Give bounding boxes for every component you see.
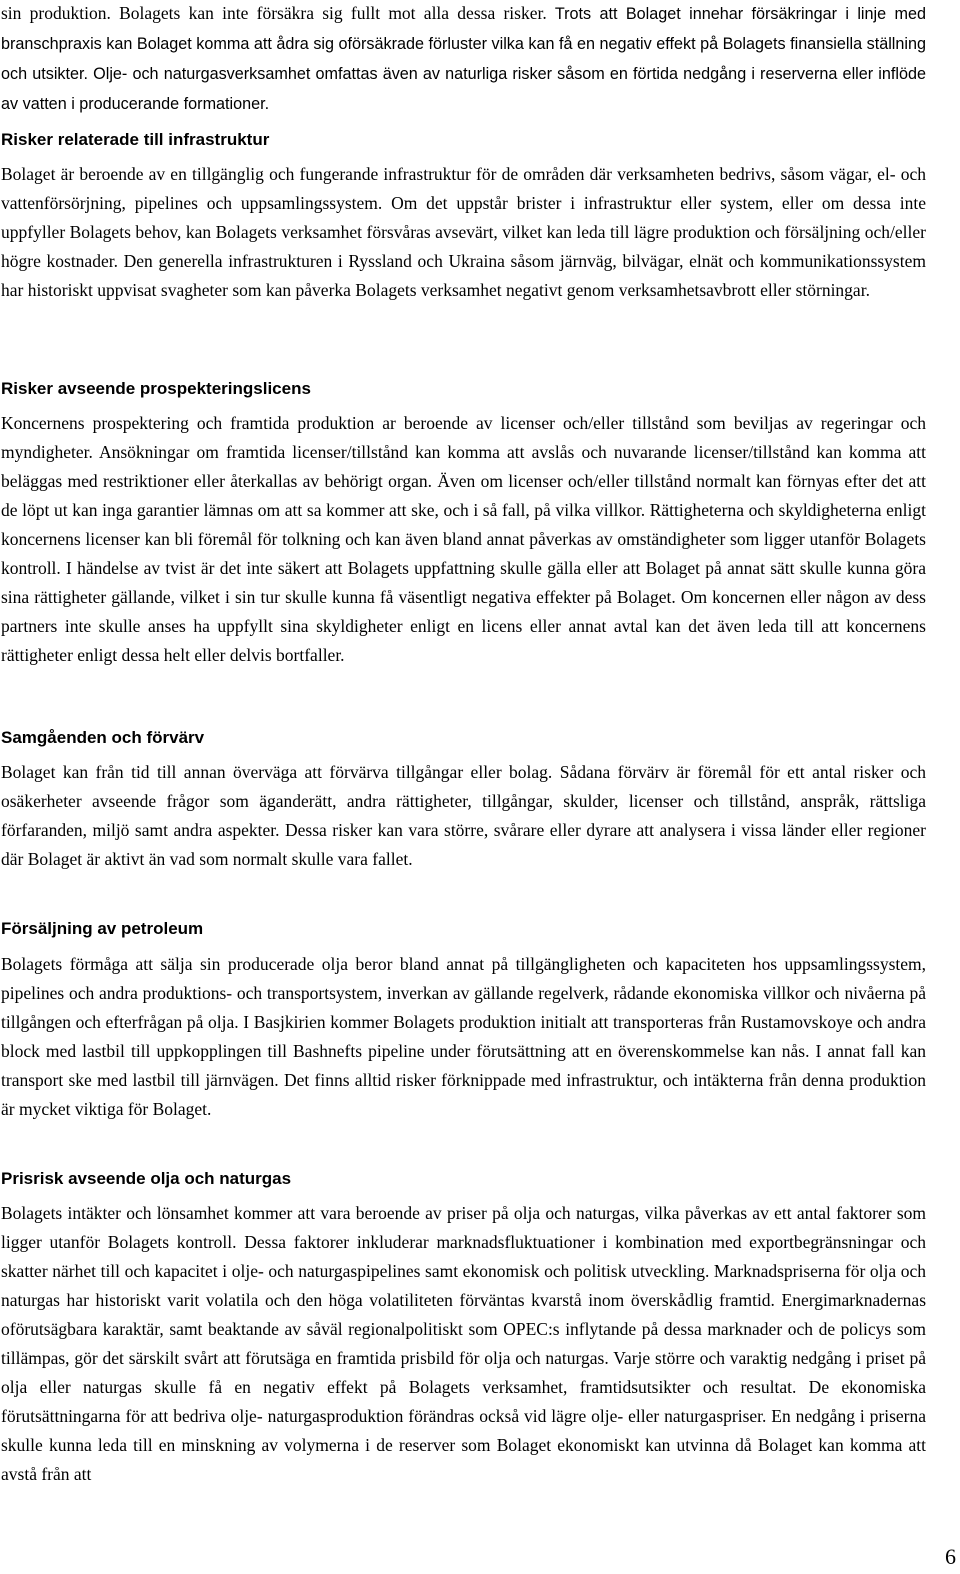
page-number: 6 xyxy=(945,1544,956,1569)
section-heading-samgaenden: Samgåenden och förvärv xyxy=(1,728,205,747)
section-heading-forsaljning: Försäljning av petroleum xyxy=(1,919,204,938)
intro-sans-text: Trots att Bolaget innehar försäkringar i linje med branschpraxis kan Bolaget komma att ådra sig oförsäkrade förluster vilka kan få en negativ effekt på Bolagets finansiella ställning och utsikter. Olje- och naturgasverksamhet omfattas även av naturliga risker såsom en förtida nedgång i reserverna eller inflöde av vatten i producerande formationer. xyxy=(1,5,926,113)
intro-paragraph xyxy=(1,0,926,119)
section-body-infrastruktur: Bolaget är beroende av en tillgänglig och fungerande infrastruktur för de områden där verksamheten bedrivs, såsom vägar, el- och vattenförsörjning, pipelines och uppsamlingssystem. Om det uppstår brister i infrastruktur eller system, eller om dessa inte uppfyller Bolagets behov, kan Bolagets verksamhet försvåras avsevärt, vilket kan leda till lägre produktion och försäljning och/eller högre kostnader. Den generella infrastrukturen i Ryssland och Ukraina såsom järnväg, bilvägar, elnät och kommunikationssystem har historiskt uppvisat svagheter som kan påverka Bolagets verksamhet negativt genom verksamhetsavbrott eller störningar. xyxy=(1,164,926,300)
section-body-samgaenden: Bolaget kan från tid till annan överväga att förvärva tillgångar eller bolag. Sådana förvärv är föremål för ett antal risker och osäkerheter avseende frågor som äganderätt, andra rättigheter, tillgångar, skulder, licenser och tillstånd, anspråk, rättsliga förfaranden, miljö samt andra aspekter. Dessa risker kan vara större, svårare eller dyrare att analysera i vissa länder eller regioner där Bolaget är aktivt än vad som normalt skulle vara fallet. xyxy=(1,762,926,869)
section-body-prospekteringslicens: Koncernens prospektering och framtida produktion ar beroende av licenser och/eller tillstånd som beviljas av regeringar och myndigheter. Ansökningar om framtida licenser/tillstånd kan komma att avslås och nuvarande licenser/tillstånd kan komma att beläggas med restriktioner eller återkallas av behörigt organ. Även om licenser och/eller tillstånd normalt kan förnyas efter det att de löpt ut kan inga garantier lämnas om att sa kommer att ske, och i så fall, på vilka villkor. Rättigheterna och skyldigheterna enligt koncernens licenser kan bli föremål för tolkning och kan även bland annat påverkas av omständigheter som ligger utanför Bolagets kontroll. I händelse av tvist är det inte säkert att Bolagets uppfattning skulle gälla eller att Bolaget på annat sätt skulle kunna göra sina rättigheter gällande, vilket i sin tur skulle kunna få väsentligt negativa effekter på Bolaget. Om koncernen eller någon av dess partners inte skulle anses ha uppfyllt sina skyldigheter enligt en licens eller annat avtal kan det även leda till att koncernens rättigheter enligt dessa helt eller delvis bortfaller. xyxy=(1,413,926,665)
section-heading-infrastruktur: Risker relaterade till infrastruktur xyxy=(1,130,270,149)
section-body-forsaljning: Bolagets förmåga att sälja sin producerade olja beror bland annat på tillgängligheten och kapaciteten hos uppsamlingssystem, pipelines och andra produktions- och transportsystem, inverkan av gällande regelverk, rådande ekonomiska villkor och nivåerna på tillgången och efterfrågan på olja. I Basjkirien kommer Bolagets produktion initialt att transporteras från Rustamovskoye och andra block med lastbil till uppkopplingen till Bashnefts pipeline under förutsättning att en överenskommelse kan nås. I annat fall kan transport ske med lastbil till järnvägen. Det finns alltid risker förknippade med infrastruktur, och intäkterna från denna produktion är mycket viktiga för Bolaget. xyxy=(1,954,926,1119)
intro-serif-text: sin produktion. Bolagets kan inte försäkra sig fullt mot alla dessa risker. xyxy=(1,3,547,23)
section-heading-prisrisk: Prisrisk avseende olja och naturgas xyxy=(1,1169,292,1188)
section-heading-prospekteringslicens: Risker avseende prospekteringslicens xyxy=(1,379,311,398)
section-body-prisrisk: Bolagets intäkter och lönsamhet kommer att vara beroende av priser på olja och naturgas, vilka påverkas av ett antal faktorer som ligger utanför Bolagets kontroll. Dessa faktorer inkluderar marknadsfluktuationer i kombination med exportbegränsningar och skatter närhet till och kapacitet i olje- och naturgaspipelines samt ekonomisk och politisk utveckling. Marknadspriserna för olja och naturgas har historiskt varit volatila och den höga volatiliteten förväntas kvarstå inom överskådlig framtid. Energimarknadernas oförutsägbara karaktär, samt beaktande av såväl regionalpolitiskt som OPEC:s inflytande på dessa marknader och de policys som tillämpas, gör det särskilt svårt att förutsäga en framtida prisbild för olja och naturgas. Varje större och varaktig nedgång i priset på olja eller naturgas skulle få en negativ effekt på Bolagets verksamhet, framtidsutsikter och resultat. De ekonomiska förutsättningarna för att bedriva olje- naturgasproduktion förändras också vid lägre olje- eller naturgaspriser. En nedgång i priserna skulle kunna leda till en minskning av volymerna i de reserver som Bolaget ekonomiskt kan utvinna då Bolaget kan komma att avstå från att xyxy=(1,1203,926,1484)
